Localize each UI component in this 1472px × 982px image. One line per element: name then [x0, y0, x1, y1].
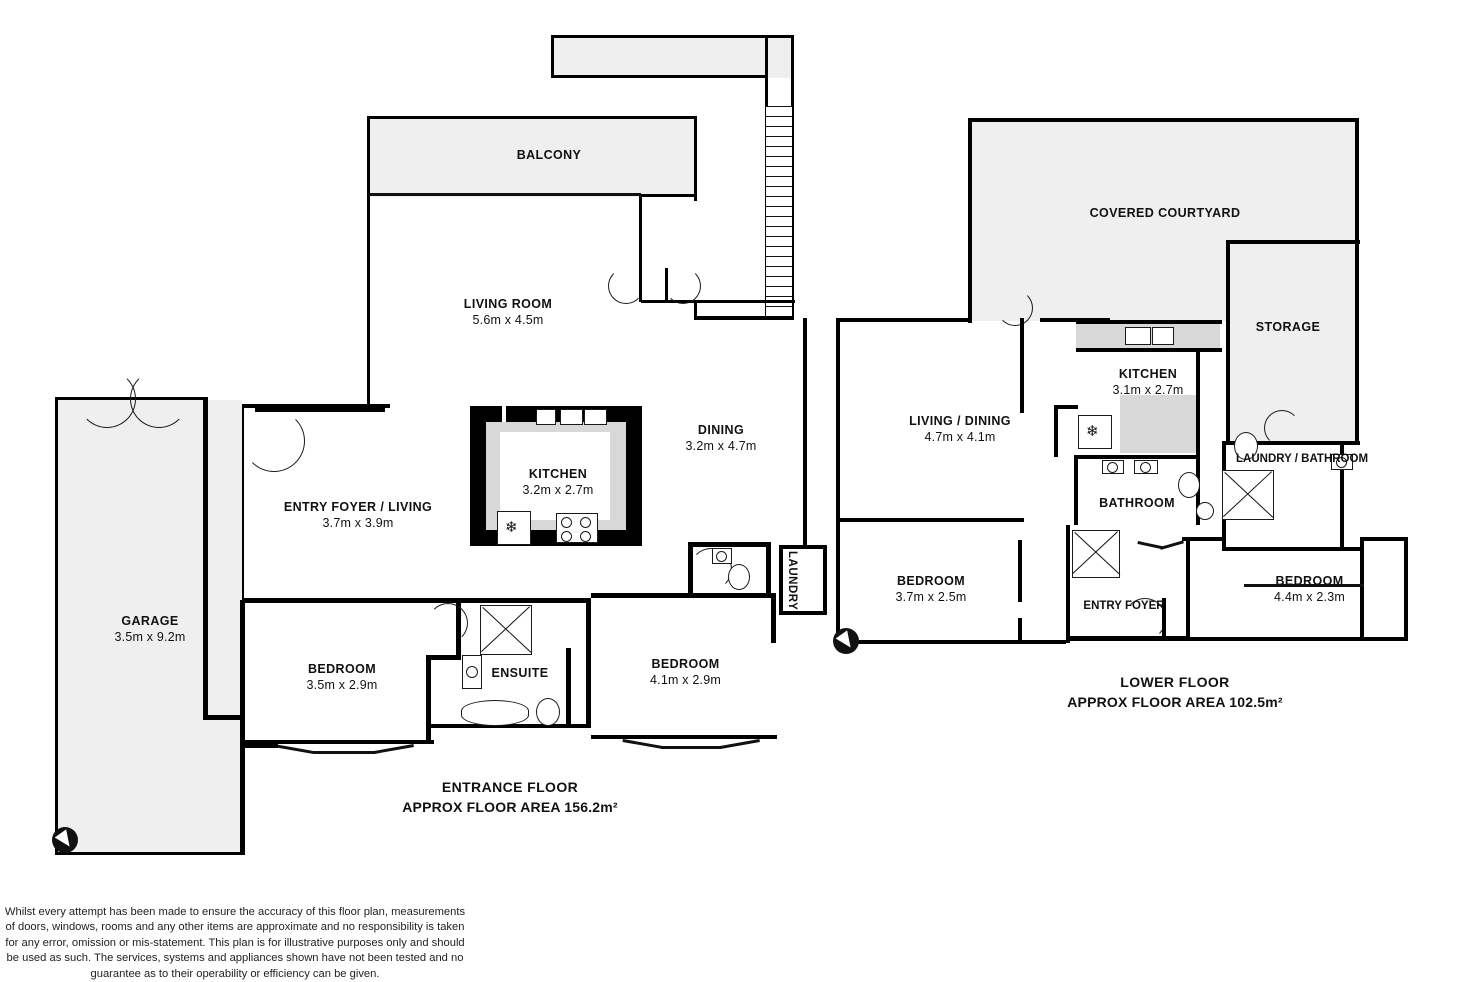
fridge-snowflake-icon: ❄	[505, 519, 518, 536]
lower-floor-title: LOWER FLOOR APPROX FLOOR AREA 102.5m²	[1067, 674, 1283, 711]
door-arc-storage	[1264, 410, 1300, 446]
wall-bath-lower-left	[1074, 455, 1078, 525]
bay-window-bed1-b	[313, 751, 375, 754]
wall-kitchen-lower-right	[1196, 352, 1200, 457]
bay-window-bed1-a	[274, 744, 314, 753]
bay-window-bed2-a	[623, 739, 663, 748]
basin-bath-lower-1	[1107, 462, 1118, 473]
wall-courtyard-right	[1355, 118, 1359, 243]
wall-ensuite-right	[586, 598, 591, 728]
wall-laundry-right	[823, 545, 827, 615]
cooktop-burner-1	[561, 517, 572, 528]
door-arc-garage-a	[78, 370, 136, 428]
wall-bath-lower-top	[1074, 455, 1200, 459]
wall-ensuite-top	[461, 598, 591, 603]
room-label-kitchen-entrance: KITCHEN 3.2m x 2.7m	[522, 467, 594, 497]
room-label-living-room: LIVING ROOM 5.6m x 4.5m	[463, 297, 553, 327]
door-arc-garage-b	[130, 370, 188, 428]
kitchen-lower-sink-bowl	[1125, 327, 1151, 345]
wall-powder-top	[688, 542, 770, 547]
room-label-covered-courtyard: COVERED COURTYARD	[1089, 206, 1241, 220]
wall-hall-left-stub	[694, 303, 697, 317]
disclaimer-text: Whilst every attempt has been made to ensure the accuracy of this floor plan, measurements of doors, windows, rooms and any other items are approximate and no responsibility is taken for any error, omission or mis-statement. This plan is for illustrative purposes only and should be used as such. The services, systems and appliances shown have not been tested and no guarantee as to their operability or efficiency can be given.	[4, 906, 466, 980]
wall-bed-lower-right-left	[1186, 537, 1190, 641]
room-label-living-dining-lower: LIVING / DINING 4.7m x 4.1m	[909, 414, 1011, 444]
wall-bed-lower-left-right	[1018, 540, 1022, 602]
wall-laundry-left	[779, 545, 783, 615]
room-label-bedroom-lower-1: BEDROOM 3.7m x 2.5m	[895, 574, 967, 604]
wall-living-lower-bottom	[836, 518, 1024, 522]
wall-kitchen-lower-left-top	[1054, 405, 1078, 409]
room-label-garage: GARAGE 3.5m x 9.2m	[114, 614, 186, 644]
door-arc-living-lower	[997, 290, 1033, 326]
wall-ensuite-inner	[566, 648, 571, 728]
wall-living-lower-right	[1020, 318, 1024, 413]
door-arc-entry	[243, 410, 305, 472]
cooktop-burner-2	[580, 517, 591, 528]
wall-terrace-bottom	[551, 75, 767, 78]
wall-living-lower-top	[836, 318, 971, 322]
door-leaf-living-a	[639, 268, 642, 302]
kitchen-drainer	[536, 409, 556, 425]
room-label-laundry-entrance: LAUNDRY	[786, 551, 798, 611]
wall-living-lower-top-right	[1040, 318, 1110, 322]
wall-balcony-right	[694, 116, 697, 201]
wall-balcony-left	[367, 116, 370, 201]
fridge-lower-snowflake-icon: ❄	[1086, 423, 1099, 440]
bay-window-bed1-c	[374, 744, 414, 753]
wall-hall-bottom	[694, 316, 794, 320]
toilet-powder	[728, 564, 750, 590]
wall-kitchen-lower-left	[1054, 405, 1058, 457]
wall-powder-right	[766, 542, 771, 594]
room-label-bedroom-1: BEDROOM 3.5m x 2.9m	[306, 662, 378, 692]
wall-laundry-bottom	[779, 611, 827, 615]
wall-bed2-top	[591, 593, 776, 598]
wall-garage-inner-right	[203, 397, 208, 717]
balcony-rail-inner	[369, 193, 641, 196]
room-label-dining: DINING 3.2m x 4.7m	[685, 423, 757, 453]
wall-bed2-right	[771, 593, 776, 643]
zigzag-lower-b	[1160, 540, 1184, 549]
wall-living-door-head	[641, 300, 667, 303]
wall-bed1-notch	[426, 655, 461, 660]
compass-icon-lower	[833, 628, 859, 654]
room-label-bedroom-2: BEDROOM 4.1m x 2.9m	[650, 657, 721, 687]
wall-living-top-right	[639, 194, 695, 197]
wall-bed1-sill-left	[244, 744, 278, 748]
wall-bed1-sill-right	[408, 740, 434, 744]
wall-living-left	[367, 194, 370, 406]
room-label-storage: STORAGE	[1255, 320, 1321, 334]
wall-living-lower-left	[836, 318, 840, 643]
room-label-bathroom-lower: BATHROOM	[1099, 496, 1175, 510]
wall-terrace-left	[551, 35, 554, 78]
room-label-laundry-bathroom: LAUNDRY / BATHROOM	[1236, 453, 1369, 465]
wall-bed2-bottom	[591, 735, 777, 739]
room-label-entry-foyer-lower: ENTRY FOYER	[1083, 600, 1165, 612]
kitchen-lower-drainer	[1152, 327, 1174, 345]
bay-window-bed2-c	[720, 739, 760, 748]
wall-courtyard-left	[968, 118, 972, 323]
compass-icon-entrance	[52, 827, 78, 853]
toilet-ensuite	[536, 698, 560, 726]
staircase-upper	[766, 106, 792, 318]
cooktop-burner-4	[580, 531, 591, 542]
bay-window-bed2-b	[661, 746, 721, 749]
wall-storage-right	[1355, 240, 1359, 445]
cooktop-burner-3	[561, 531, 572, 542]
wall-terrace-top	[551, 35, 794, 38]
wall-bed-lower-left-right-b	[1018, 618, 1022, 642]
wall-bed-lower-right-outer	[1404, 537, 1408, 641]
kitchen-sink-bowl-1	[560, 409, 583, 425]
wall-bed1-top	[244, 598, 460, 603]
basin-powder	[716, 551, 727, 562]
door-arc-living-b	[665, 268, 701, 304]
upper-terrace-fill	[551, 38, 791, 78]
door-arc-bed1	[428, 603, 468, 643]
wall-garage-inner-bottom	[203, 715, 245, 720]
kitchen-bench-top	[470, 406, 642, 422]
wall-kitchen-lower-benchline	[1076, 348, 1222, 352]
wall-storage-left	[1226, 240, 1230, 445]
room-label-kitchen-lower: KITCHEN 3.1m x 2.7m	[1112, 367, 1184, 397]
door-leaf-living-b	[665, 268, 668, 302]
room-label-bedroom-lower-2: BEDROOM 4.4m x 2.3m	[1274, 574, 1345, 604]
room-label-balcony: BALCONY	[516, 148, 582, 162]
wall-bed-lower-left-bottom	[836, 640, 1066, 644]
wall-courtyard-top	[968, 118, 1359, 122]
kitchen-sink-bowl-2	[584, 409, 607, 425]
wall-corridor-right	[803, 318, 807, 548]
room-label-entry-foyer-living: ENTRY FOYER / LIVING 3.7m x 3.9m	[283, 500, 433, 530]
wall-bed-lower-right-top	[1360, 537, 1408, 541]
wall-bed-lower-right-bottom	[1186, 637, 1408, 641]
entrance-floor-title: ENTRANCE FLOOR APPROX FLOOR AREA 156.2m²	[402, 779, 618, 816]
kitchen-lower-island	[1120, 395, 1196, 453]
wall-garage-bottom	[55, 852, 245, 855]
wall-entryfoyer-left	[1066, 525, 1070, 643]
wall-balcony-top	[367, 116, 697, 119]
wall-storage-top	[1226, 240, 1338, 244]
bathtub-ensuite	[461, 700, 529, 726]
room-label-ensuite: ENSUITE	[491, 666, 549, 680]
basin-bath-lower-2	[1140, 462, 1151, 473]
wall-entryfoyer-bottom	[1066, 636, 1186, 641]
